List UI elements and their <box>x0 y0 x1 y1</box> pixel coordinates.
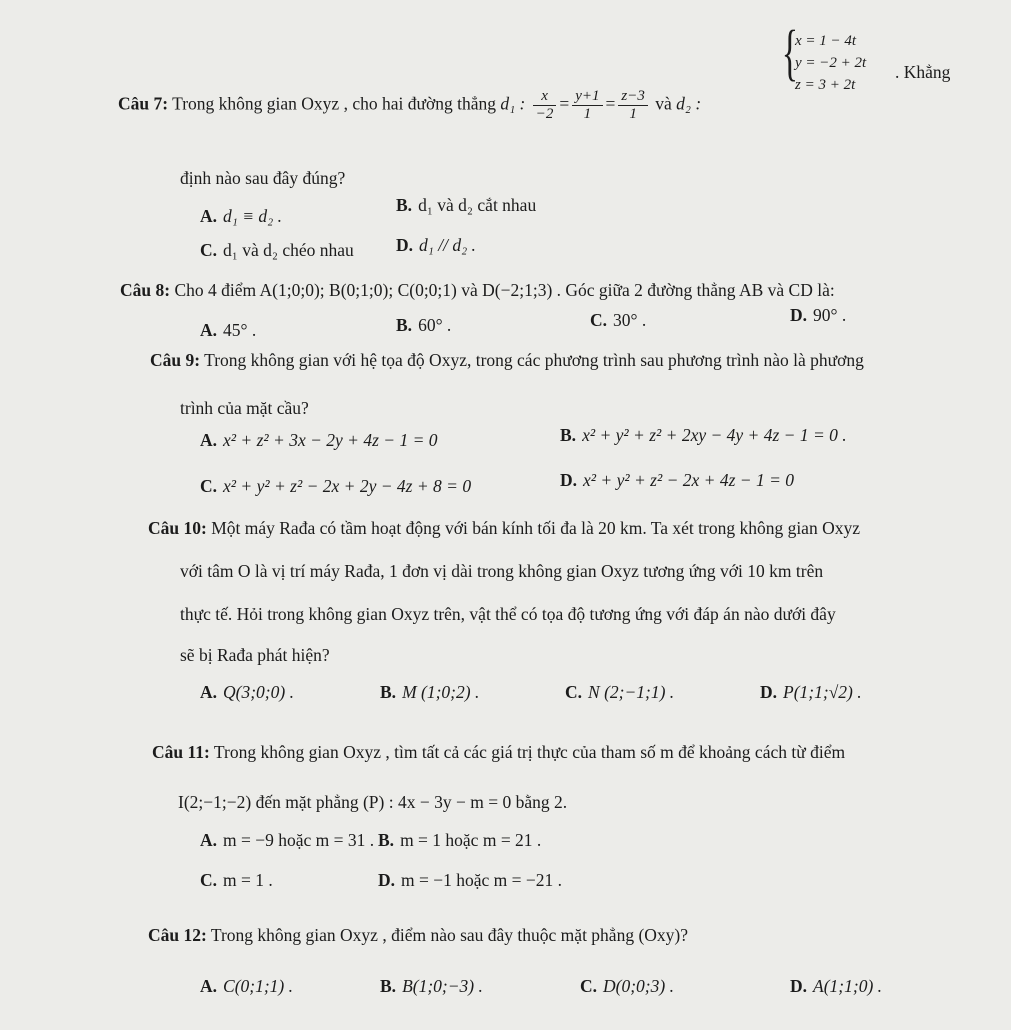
q7-d2-system <box>795 30 866 96</box>
q8-option-d[interactable]: D. 90° . <box>790 305 847 325</box>
q12-stem <box>148 925 688 946</box>
q7-d1-name: d₁ : <box>500 93 526 114</box>
q7-option-b[interactable]: B. d₁ và d₂ cắt nhau <box>396 195 537 215</box>
q11-option-b[interactable]: B. m = 1 hoặc m = 21 . <box>378 830 542 850</box>
q7-option-c[interactable]: C. d₁ và d₂ chéo nhau <box>200 240 354 260</box>
q10-line4: sẽ bị Rađa phát hiện? <box>180 645 330 665</box>
q10-text: Một máy Rađa có tầm hoạt động với bán kính tối đa là 20 km. Ta xét trong không gian Oxyz <box>211 518 860 538</box>
q8-text: Cho 4 điểm A(1;0;0); B(0;1;0); C(0;0;1) và D(−2;1;3) . Góc giữa 2 đường thẳng AB và CD là: <box>174 280 835 300</box>
q7-sys-y: y = −2 + 2t <box>795 55 867 71</box>
q10-option-c[interactable]: C. N (2;−1;1) . <box>565 682 675 702</box>
q10-label: Câu 10: <box>148 518 207 538</box>
q12-text: Trong không gian Oxyz , điểm nào sau đây thuộc mặt phẳng (Oxy)? <box>210 925 689 945</box>
q11-option-a[interactable]: A. m = −9 hoặc m = 31 . <box>200 830 375 850</box>
q8-option-b[interactable]: B. 60° . <box>396 315 452 335</box>
q7-sys-x: x = 1 − 4t <box>795 33 857 49</box>
q7-line2: định nào sau đây đúng? <box>180 168 346 188</box>
q9-text: Trong không gian với hệ tọa độ Oxyz, trong các phương trình sau phương trình nào là phương <box>204 350 864 370</box>
q7-d2-name: d₂ : <box>676 93 702 114</box>
q7-stem: Câu 7: Trong không gian Oxyz , cho hai đường thẳng d₁ : $\frac{x}{-2}$ = $\frac{y+1}{1}$ = $\frac{z-3}{1}$ và d₂ : <box>118 88 702 122</box>
q12-option-d[interactable]: D. A(1;1;0) . <box>790 976 883 996</box>
q9-option-d[interactable]: D. x² + y² + z² − 2x + 4z − 1 = 0 <box>560 470 795 490</box>
q9-line2: trình của mặt cầu? <box>180 398 309 418</box>
q7-d2-brace: { <box>781 19 799 87</box>
q12-option-a[interactable]: A. C(0;1;1) . <box>200 976 293 996</box>
q12-option-b[interactable]: B. B(1;0;−3) . <box>380 976 483 996</box>
q11-stem <box>152 742 845 763</box>
q10-line3: thực tế. Hỏi trong không gian Oxyz trên, vật thể có tọa độ tương ứng với đáp án nào dưới đây <box>180 604 836 624</box>
q10-option-b[interactable]: B. M (1;0;2) . <box>380 682 480 702</box>
q11-label: Câu 11: <box>152 742 210 762</box>
q8-label: Câu 8: <box>120 280 171 300</box>
q9-option-a[interactable]: A. x² + z² + 3x − 2y + 4z − 1 = 0 <box>200 430 438 450</box>
q11-line2: I(2;−1;−2) đến mặt phẳng (P) : 4x − 3y − m = 0 bằng 2. <box>178 792 568 812</box>
q10-stem <box>148 518 860 539</box>
q12-option-c[interactable]: C. D(0;0;3) . <box>580 976 674 996</box>
q11-text: Trong không gian Oxyz , tìm tất cả các giá trị thực của tham số m để khoảng cách từ điểm <box>213 742 846 762</box>
q10-line2: với tâm O là vị trí máy Rađa, 1 đơn vị dài trong không gian Oxyz tương ứng với 10 km trên <box>180 561 824 581</box>
q7-option-d[interactable]: D. d₁ // d₂ . <box>396 235 476 255</box>
q7-d1-frac2: $\frac{y+1}{1}$ <box>572 88 602 123</box>
q10-option-a[interactable]: A. Q(3;0;0) . <box>200 682 294 702</box>
q9-stem <box>150 350 864 371</box>
q9-option-b[interactable]: B. x² + y² + z² + 2xy − 4y + 4z − 1 = 0 . <box>560 425 847 445</box>
q9-option-c[interactable]: C. x² + y² + z² − 2x + 2y − 4z + 8 = 0 <box>200 476 472 496</box>
q7-and: và <box>655 93 672 114</box>
q7-tail: . Khẳng <box>895 62 951 82</box>
q11-option-c[interactable]: C. m = 1 . <box>200 870 273 890</box>
q7-text: Trong không gian Oxyz , cho hai đường thẳng <box>172 93 496 114</box>
q7-sys-z: z = 3 + 2t <box>795 77 856 93</box>
q7-d1-frac1: $\frac{x}{-2}$ <box>533 88 557 123</box>
q9-label: Câu 9: <box>150 350 201 370</box>
q7-option-a[interactable]: A. d₁ ≡ d₂ . <box>200 206 282 226</box>
q8-option-c[interactable]: C. 30° . <box>590 310 647 330</box>
q7-label: Câu 7: <box>118 93 169 114</box>
q8-stem <box>120 280 835 301</box>
q7-d1-frac3: $\frac{z-3}{1}$ <box>618 88 647 123</box>
q11-option-d[interactable]: D. m = −1 hoặc m = −21 . <box>378 870 563 890</box>
q10-option-d[interactable]: D. P(1;1;√2) . <box>760 682 862 702</box>
q12-label: Câu 12: <box>148 925 207 945</box>
q8-option-a[interactable]: A. 45° . <box>200 320 257 340</box>
